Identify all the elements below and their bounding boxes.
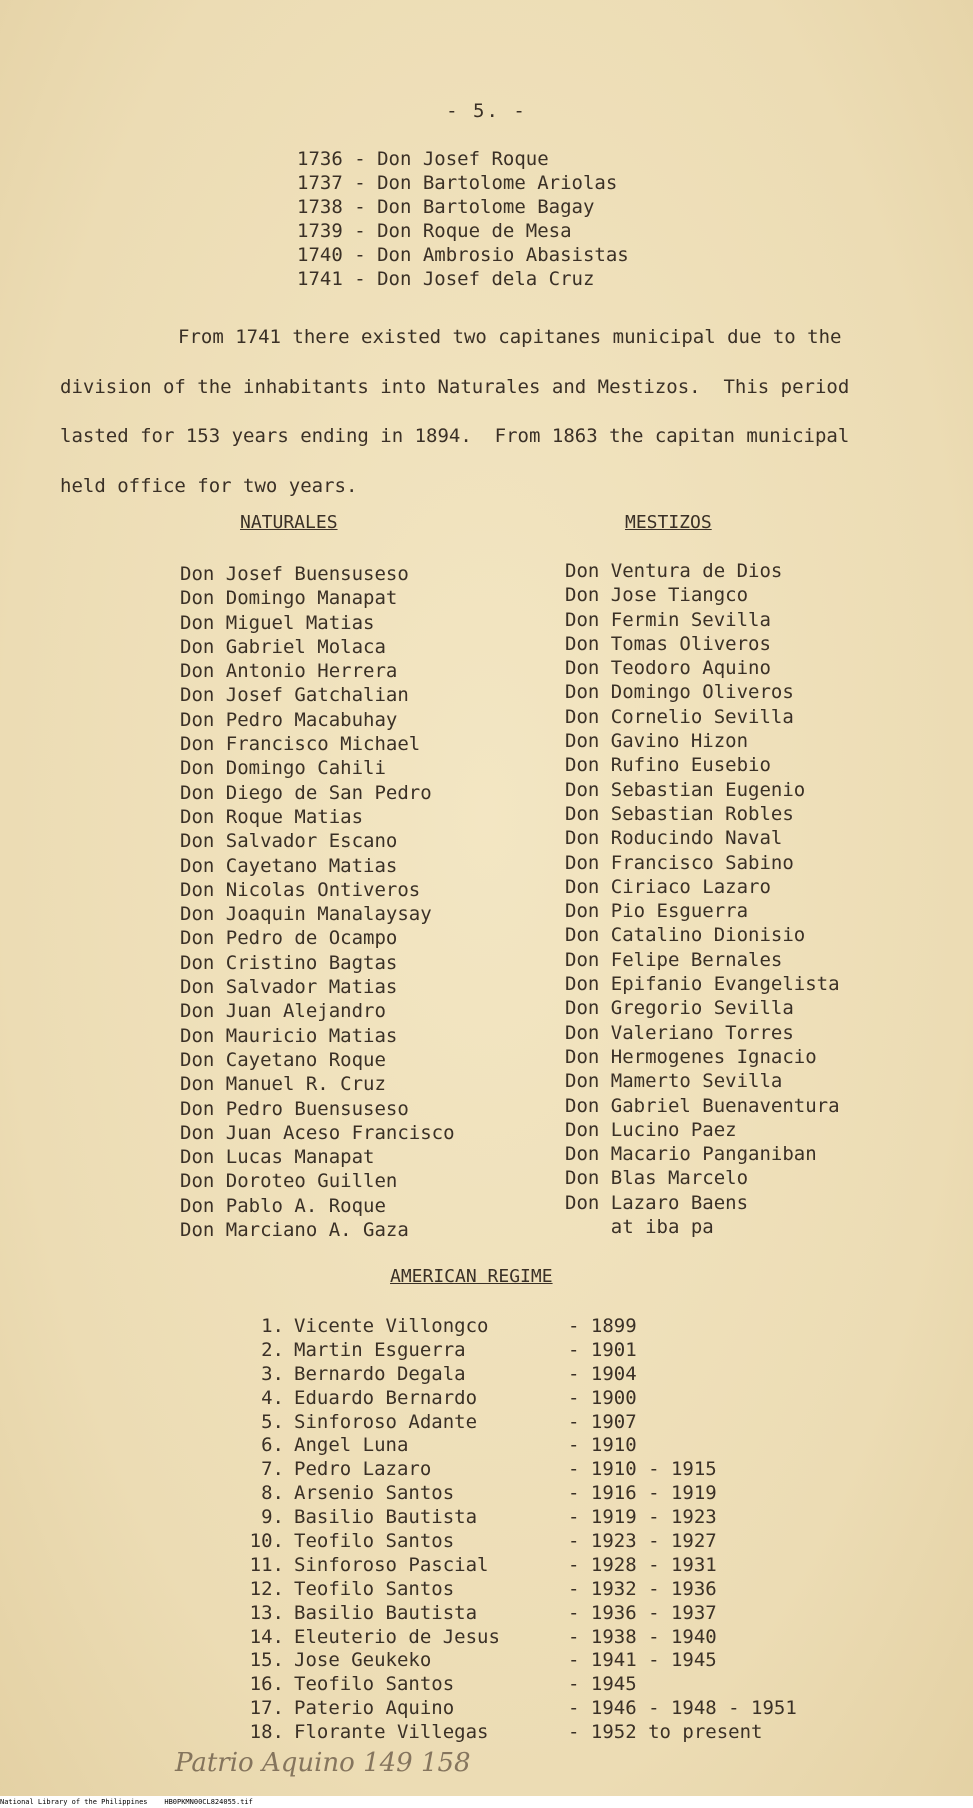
list-item: Don Jose Tiangco	[565, 584, 749, 607]
table-row	[234, 1315, 794, 1339]
list-item: Don Pedro de Ocampo	[180, 927, 398, 950]
list-item: Don Manuel R. Cruz	[180, 1073, 386, 1096]
row-years: - 1904	[568, 1362, 637, 1385]
naturales-heading: NATURALES	[240, 512, 338, 533]
row-number: 2.	[261, 1338, 284, 1361]
row-years: - 1952 to present	[568, 1721, 763, 1744]
row-name: Sinforoso Adante	[294, 1410, 478, 1433]
row-name: Teofilo Santos	[294, 1530, 455, 1553]
list-item: Don Roque Matias	[180, 805, 364, 828]
table-row	[234, 1554, 794, 1578]
row-name: Arsenio Santos	[294, 1482, 455, 1505]
list-item: Don Ventura de Dios	[565, 560, 783, 582]
row-name: Paterio Aquino	[294, 1697, 455, 1720]
row-number: 8.	[261, 1482, 284, 1505]
table-row	[234, 1673, 794, 1697]
list-item: Don Salvador Matias	[180, 976, 398, 999]
row-years: - 1946 - 1948 - 1951	[568, 1697, 797, 1720]
list-item: Don Josef Gatchalian	[180, 684, 409, 707]
row-number: 10.	[249, 1530, 284, 1553]
row-number: 1.	[261, 1315, 284, 1337]
list-item: Don Lazaro Baens	[565, 1191, 749, 1214]
table-row	[234, 1530, 794, 1554]
row-years: - 1945	[568, 1673, 637, 1696]
list-item: Don Cornelio Sevilla	[565, 705, 794, 728]
row-number: 17.	[249, 1697, 284, 1720]
row-name: Eduardo Bernardo	[294, 1386, 478, 1409]
list-item: Don Mauricio Matias	[180, 1024, 398, 1047]
row-years: - 1907	[568, 1410, 637, 1433]
list-item: Don Domingo Cahili	[180, 757, 386, 780]
table-row	[234, 1363, 794, 1387]
list-item: Don Gregorio Sevilla	[565, 997, 794, 1020]
list-item: Don Rufino Eusebio	[565, 754, 771, 777]
list-item: Don Valeriano Torres	[565, 1021, 794, 1044]
row-number: 11.	[249, 1553, 284, 1576]
table-row	[234, 1482, 794, 1506]
table-row	[234, 1602, 794, 1626]
row-number: 12.	[249, 1577, 284, 1600]
row-number: 6.	[261, 1434, 284, 1457]
list-item: Don Domingo Manapat	[180, 587, 398, 610]
naturales-list	[180, 562, 455, 1242]
list-item: Don Francisco Michael	[180, 733, 421, 756]
row-years: - 1919 - 1923	[568, 1506, 717, 1529]
list-item: Don Francisco Sabino	[565, 851, 794, 874]
row-number: 5.	[261, 1410, 284, 1433]
list-item: Don Ciriaco Lazaro	[565, 875, 771, 898]
table-row	[234, 1506, 794, 1530]
mestizos-heading: MESTIZOS	[625, 512, 712, 533]
list-item: Don Teodoro Aquino	[565, 657, 771, 680]
handwriting-text: Patrio Aquino 149 158	[175, 1748, 471, 1778]
list-item: Don Marciano A. Gaza	[180, 1219, 409, 1242]
row-name: Basilio Bautista	[294, 1601, 478, 1624]
list-item: Don Blas Marcelo	[565, 1167, 749, 1190]
list-item: Don Macario Panganiban	[565, 1143, 817, 1166]
list-item: Don Lucas Manapat	[180, 1146, 375, 1169]
list-item: Don Cayetano Matias	[180, 854, 398, 877]
row-name: Martin Esguerra	[294, 1338, 466, 1361]
list-item: 1739 - Don Roque de Mesa	[297, 220, 572, 242]
row-name: Angel Luna	[294, 1434, 409, 1457]
row-name: Florante Villegas	[294, 1721, 489, 1744]
row-number: 4.	[261, 1386, 284, 1409]
list-item: Don Salvador Escano	[180, 830, 398, 853]
row-number: 7.	[261, 1458, 284, 1481]
list-item: 1740 - Don Ambrosio Abasistas	[297, 244, 629, 266]
row-years: - 1900	[568, 1386, 637, 1409]
list-item: Don Cayetano Roque	[180, 1048, 386, 1071]
paragraph-line: lasted for 153 years ending in 1894. From 1863 the capitan municipal	[60, 425, 850, 447]
row-number: 13.	[249, 1601, 284, 1624]
table-row	[234, 1649, 794, 1673]
table-row	[234, 1697, 797, 1721]
list-item: Don Gavino Hizon	[565, 730, 749, 753]
table-row	[234, 1387, 794, 1411]
list-item: Don Domingo Oliveros	[565, 681, 794, 704]
list-item: Don Hermogenes Ignacio	[565, 1045, 817, 1068]
paragraph-line: division of the inhabitants into Naturales and Mestizos. This period	[60, 375, 850, 398]
early-capitanes-list	[297, 147, 629, 291]
row-number: 15.	[249, 1649, 284, 1672]
footer-text: National Library of the Philippines HB0PKMN00CL824055.tif	[0, 1798, 253, 1806]
list-item: Don Diego de San Pedro	[180, 781, 432, 804]
list-item: Don Pablo A. Roque	[180, 1194, 386, 1217]
table-row	[234, 1434, 794, 1458]
list-item: Don Fermin Sevilla	[565, 608, 771, 631]
list-item: at iba pa	[565, 1216, 714, 1239]
row-name: Sinforoso Pascial	[294, 1553, 489, 1576]
table-row	[234, 1626, 794, 1650]
list-item: Don Juan Alejandro	[180, 1000, 386, 1023]
row-years: - 1938 - 1940	[568, 1625, 717, 1648]
table-row	[234, 1339, 794, 1363]
list-item: Don Nicolas Ontiveros	[180, 878, 421, 901]
list-item: 1736 - Don Josef Roque	[297, 148, 549, 170]
row-years: - 1910 - 1915	[568, 1458, 717, 1481]
row-years: - 1923 - 1927	[568, 1530, 717, 1553]
footer-bar	[0, 1796, 973, 1808]
list-item: Don Antonio Herrera	[180, 660, 398, 683]
row-name: Bernardo Degala	[294, 1362, 466, 1385]
row-name: Basilio Bautista	[294, 1506, 478, 1529]
row-years: - 1901	[568, 1338, 637, 1361]
list-item: Don Josef Buensuseso	[180, 563, 409, 585]
row-years: - 1899	[568, 1315, 637, 1337]
list-item: Don Tomas Oliveros	[565, 632, 771, 655]
list-item: 1737 - Don Bartolome Ariolas	[297, 172, 618, 194]
list-item: Don Mamerto Sevilla	[565, 1070, 783, 1093]
table-row	[234, 1411, 794, 1435]
list-item: Don Pedro Buensuseso	[180, 1097, 409, 1120]
page-number: - 5. -	[446, 100, 527, 122]
list-item: Don Epifanio Evangelista	[565, 973, 840, 996]
row-years: - 1910	[568, 1434, 637, 1457]
row-name: Jose Geukeko	[294, 1649, 432, 1672]
table-row	[234, 1721, 794, 1745]
list-item: 1741 - Don Josef dela Cruz	[297, 268, 595, 290]
list-item: Don Pedro Macabuhay	[180, 708, 398, 731]
row-number: 3.	[261, 1362, 284, 1385]
list-item: Don Lucino Paez	[565, 1118, 737, 1141]
list-item: Don Pio Esguerra	[565, 900, 749, 923]
row-number: 14.	[249, 1625, 284, 1648]
list-item: Don Cristino Bagtas	[180, 951, 398, 974]
american-regime-list	[234, 1315, 797, 1745]
list-item: Don Sebastian Robles	[565, 802, 794, 825]
list-item: Don Miguel Matias	[180, 611, 375, 634]
row-name: Vicente Villongco	[294, 1315, 489, 1337]
row-name: Eleuterio de Jesus	[294, 1625, 500, 1648]
american-regime-heading: AMERICAN REGIME	[390, 1266, 553, 1287]
row-name: Pedro Lazaro	[294, 1458, 432, 1481]
row-years: - 1941 - 1945	[568, 1649, 717, 1672]
list-item: Don Felipe Bernales	[565, 948, 783, 971]
paragraph-line: held office for two years.	[60, 474, 358, 497]
list-item: Don Joaquin Manalaysay	[180, 903, 432, 926]
row-years: - 1916 - 1919	[568, 1482, 717, 1505]
handwritten-annotation	[175, 1748, 875, 1798]
list-item: Don Roducindo Naval	[565, 827, 783, 850]
row-name: Teofilo Santos	[294, 1673, 455, 1696]
paragraph-line: From 1741 there existed two capitanes municipal due to the	[178, 326, 842, 348]
row-years: - 1936 - 1937	[568, 1601, 717, 1624]
list-item: Don Sebastian Eugenio	[565, 778, 806, 801]
intro-paragraph	[60, 313, 930, 511]
list-item: Don Gabriel Buenaventura	[565, 1094, 840, 1117]
row-years: - 1932 - 1936	[568, 1577, 717, 1600]
row-name: Teofilo Santos	[294, 1577, 455, 1600]
list-item: Don Doroteo Guillen	[180, 1170, 398, 1193]
table-row	[234, 1578, 794, 1602]
list-item: 1738 - Don Bartolome Bagay	[297, 196, 595, 218]
row-years: - 1928 - 1931	[568, 1553, 717, 1576]
mestizos-list	[565, 559, 840, 1239]
list-item: Don Juan Aceso Francisco	[180, 1121, 455, 1144]
row-number: 16.	[249, 1673, 284, 1696]
list-item: Don Catalino Dionisio	[565, 924, 806, 947]
row-number: 9.	[261, 1506, 284, 1529]
table-row	[234, 1458, 794, 1482]
row-number: 18.	[249, 1721, 284, 1744]
list-item: Don Gabriel Molaca	[180, 635, 386, 658]
